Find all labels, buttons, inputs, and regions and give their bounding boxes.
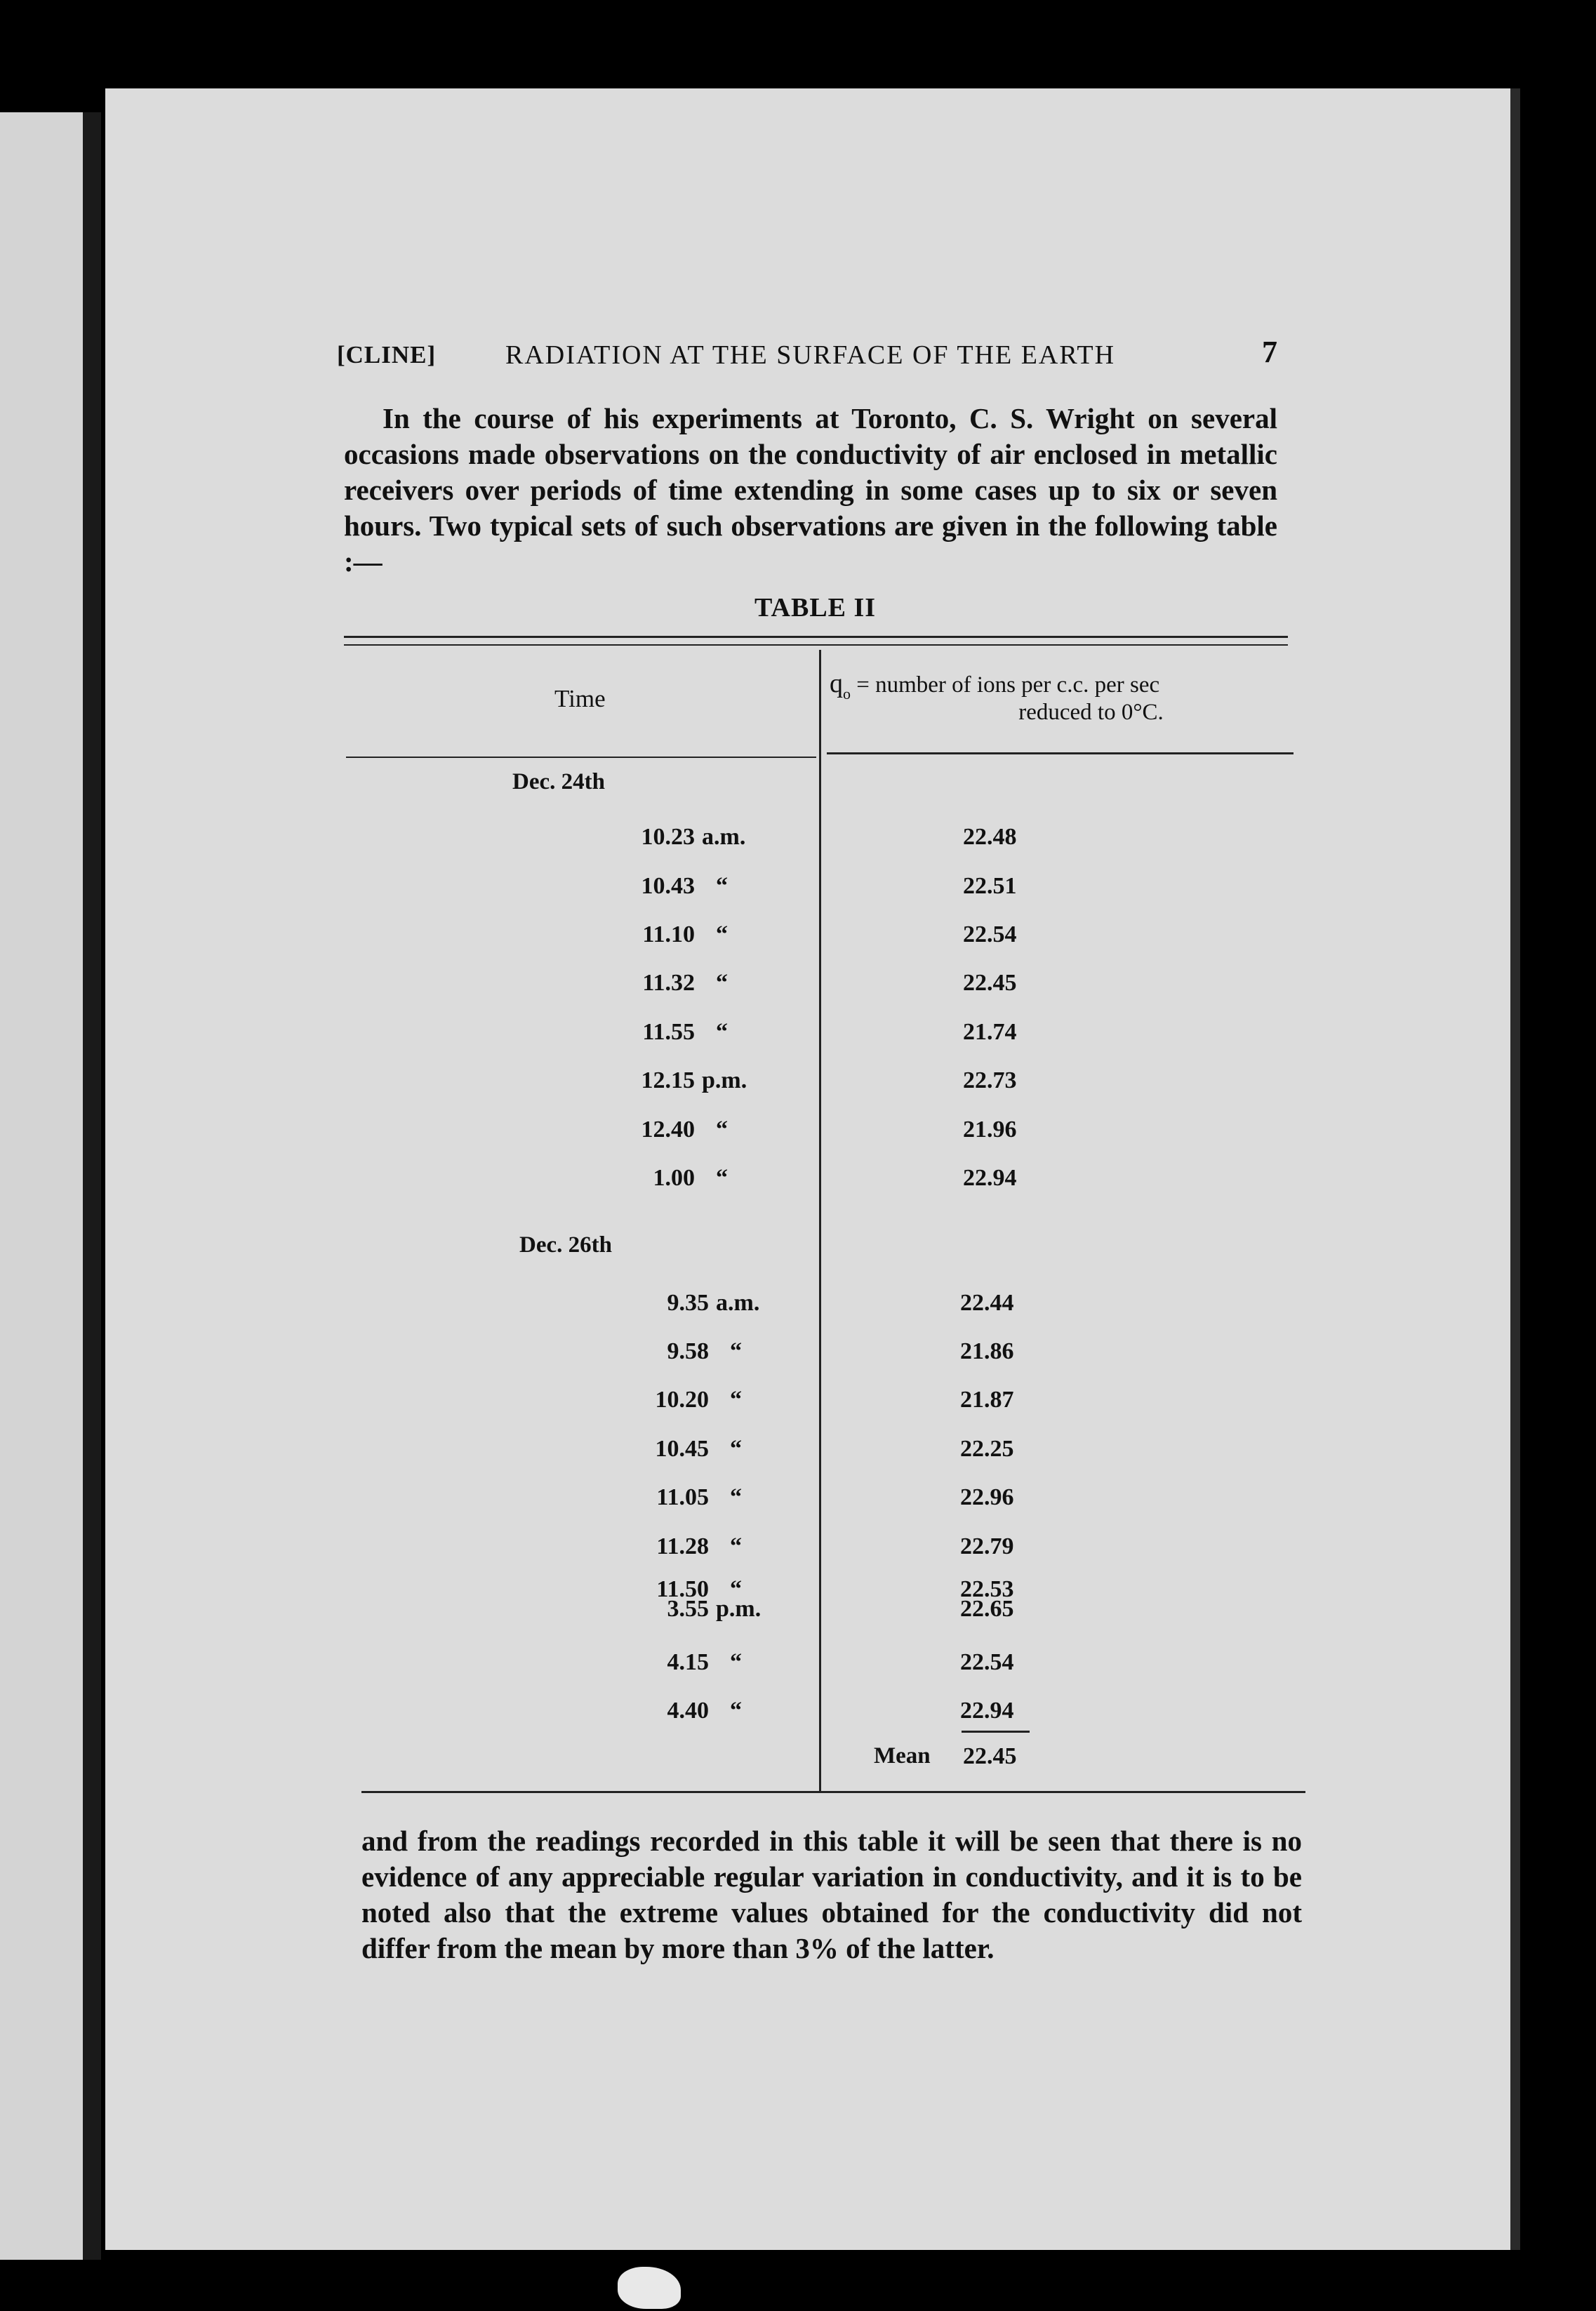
- q-value-cell: 22.48: [963, 824, 1017, 850]
- time-cell: 4.40: [667, 1698, 709, 1724]
- col-q-header: [830, 671, 1286, 726]
- table-row: [611, 921, 1102, 950]
- page-number: 7: [1262, 335, 1277, 369]
- time-cell: 9.35: [667, 1290, 709, 1316]
- q-value-cell: 22.79: [960, 1533, 1014, 1559]
- table-row: [611, 1067, 1102, 1095]
- table-row: [611, 824, 1102, 852]
- header-underline-time: [346, 757, 816, 758]
- scan-artifact: [618, 2267, 681, 2309]
- time-cell: 11.50: [656, 1576, 709, 1602]
- table-row: [611, 1019, 1102, 1047]
- time-unit-cell: a.m.: [716, 1290, 760, 1316]
- table-row: [625, 1436, 1116, 1464]
- table-row: [611, 970, 1102, 998]
- q-value-cell: 22.65: [960, 1596, 1014, 1622]
- q-value-cell: 22.54: [960, 1649, 1014, 1675]
- q-symbol: q: [830, 669, 843, 698]
- book-spine: [83, 112, 101, 2260]
- q-value-cell: 21.86: [960, 1338, 1014, 1364]
- time-unit-cell: “: [716, 970, 728, 996]
- table-row: [625, 1387, 1116, 1415]
- time-cell: 10.20: [655, 1387, 709, 1413]
- col-time-header: Time: [554, 685, 606, 712]
- q-subscript: o: [843, 685, 851, 702]
- time-cell: 10.43: [641, 873, 695, 899]
- page-right-edge: [1510, 88, 1520, 2250]
- time-cell: 11.10: [642, 921, 695, 947]
- time-unit-cell: “: [730, 1576, 742, 1602]
- time-cell: 11.32: [642, 970, 695, 996]
- time-unit-cell: “: [730, 1436, 742, 1462]
- table-row: [625, 1649, 1116, 1677]
- time-cell: 9.58: [667, 1338, 709, 1364]
- time-unit-cell: “: [730, 1484, 742, 1510]
- table-row: [625, 1533, 1116, 1561]
- time-cell: 11.55: [642, 1019, 695, 1045]
- q-value-cell: 21.96: [963, 1117, 1017, 1143]
- time-cell: 4.15: [667, 1649, 709, 1675]
- date-heading: Dec. 24th: [512, 769, 605, 794]
- time-cell: 10.23: [641, 824, 695, 850]
- q-value-cell: 21.87: [960, 1387, 1014, 1413]
- closing-paragraph: and from the readings recorded in this table it will be seen that there is no evidence of any appreciable regular variation in conductivity, and it is to be noted also that the extreme values obtained for the conductivity did not differ from the mean by more than 3% of the latter.: [361, 1825, 1302, 1964]
- q-value-cell: 22.73: [963, 1067, 1017, 1093]
- q-value-cell: 22.94: [960, 1698, 1014, 1724]
- time-unit-cell: “: [730, 1338, 742, 1364]
- time-unit-cell: “: [730, 1698, 742, 1724]
- table-row: [611, 873, 1102, 901]
- mean-value: 22.45: [963, 1743, 1017, 1769]
- table-row: [611, 1117, 1102, 1145]
- table-title: TABLE II: [754, 593, 877, 622]
- table-row: [625, 1338, 1116, 1366]
- table-top-rule: [344, 636, 1288, 638]
- table-row: [625, 1596, 1116, 1624]
- time-cell: 3.55: [667, 1596, 709, 1622]
- time-cell: 11.05: [656, 1484, 709, 1510]
- time-cell: 1.00: [653, 1165, 695, 1191]
- table-row: [611, 1165, 1102, 1193]
- table-row: [625, 1698, 1116, 1726]
- time-unit-cell: “: [716, 1165, 728, 1191]
- time-unit-cell: “: [716, 873, 728, 899]
- time-cell: 10.45: [655, 1436, 709, 1462]
- q-value-cell: 22.53: [960, 1576, 1014, 1602]
- header-underline-q: [827, 752, 1294, 754]
- col-q-header-line1: = number of ions per c.c. per sec: [856, 672, 1160, 698]
- time-unit-cell: p.m.: [702, 1067, 747, 1093]
- running-head-title: RADIATION AT THE SURFACE OF THE EARTH: [505, 340, 1116, 370]
- date-heading: Dec. 26th: [519, 1232, 612, 1258]
- time-unit-cell: “: [730, 1533, 742, 1559]
- time-unit-cell: a.m.: [702, 824, 746, 850]
- time-unit-cell: “: [730, 1649, 742, 1675]
- time-unit-cell: p.m.: [716, 1596, 762, 1622]
- table-bottom-rule: [361, 1791, 1305, 1793]
- table-top-rule-thin: [344, 644, 1288, 646]
- q-value-cell: 22.44: [960, 1290, 1014, 1316]
- time-cell: 12.40: [641, 1117, 695, 1143]
- q-value-cell: 22.51: [963, 873, 1017, 899]
- table-row: [625, 1290, 1116, 1318]
- time-unit-cell: “: [730, 1387, 742, 1413]
- col-q-header-line2: reduced to 0°C.: [1018, 700, 1164, 725]
- sum-rule: [962, 1731, 1030, 1733]
- intro-paragraph: In the course of his experiments at Toronto, C. S. Wright on several occasions made observations on the conductivity of air enclosed in metallic receivers over periods of time extending in some cases up to six or seven hours. Two typical sets of such observations are given in the following table :—: [344, 402, 1277, 578]
- time-unit-cell: “: [716, 1019, 728, 1045]
- table-row: [625, 1484, 1116, 1512]
- running-head-left: [CLINE]: [337, 341, 437, 368]
- q-value-cell: 21.74: [963, 1019, 1017, 1045]
- time-unit-cell: “: [716, 1117, 728, 1143]
- time-cell: 12.15: [641, 1067, 695, 1093]
- q-value-cell: 22.54: [963, 921, 1017, 947]
- q-value-cell: 22.45: [963, 970, 1017, 996]
- q-value-cell: 22.25: [960, 1436, 1014, 1462]
- mean-label: Mean: [874, 1743, 931, 1769]
- time-cell: 11.28: [656, 1533, 709, 1559]
- q-value-cell: 22.96: [960, 1484, 1014, 1510]
- time-unit-cell: “: [716, 921, 728, 947]
- book-page: [105, 88, 1510, 2250]
- previous-page-edge: [0, 112, 83, 2260]
- q-value-cell: 22.94: [963, 1165, 1017, 1191]
